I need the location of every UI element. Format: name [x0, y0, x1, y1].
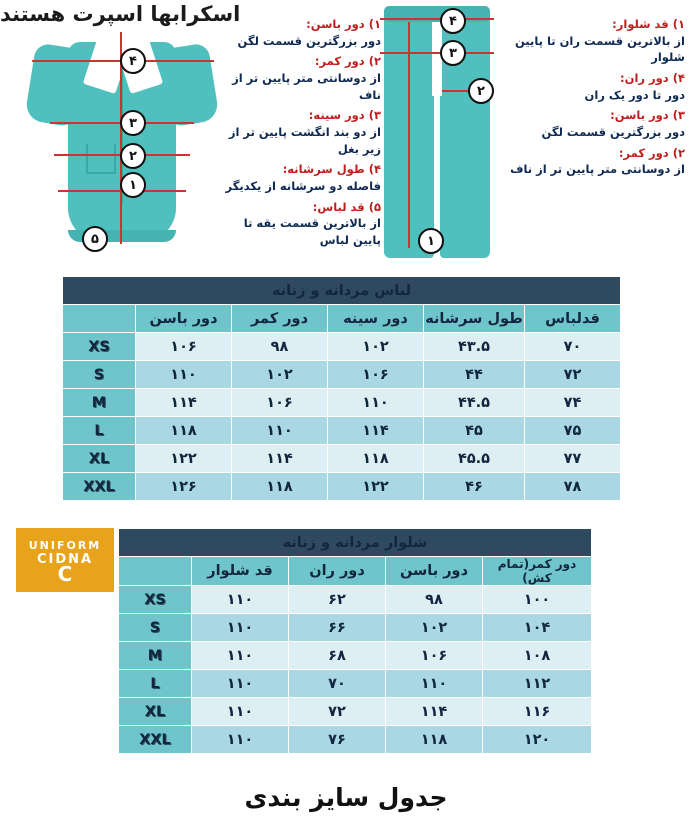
cell: ۱۱۸: [328, 445, 424, 473]
cell: ۱۱۶: [483, 698, 592, 726]
table-title-row: [63, 277, 621, 305]
cell: ۷۵: [525, 417, 621, 445]
shirt-legend: [221, 16, 381, 253]
legend-desc: از دو بند انگشت پایین تر از زیر بغل: [228, 125, 381, 156]
pants-marker-3: ۳: [440, 40, 466, 66]
legend-desc: دور بزرگترین قسمت لگن: [541, 125, 685, 140]
legend-item: [221, 199, 381, 249]
col-header-waist: دور کمر: [232, 305, 328, 333]
legend-item: [221, 161, 381, 194]
cell: ۱۱۰: [192, 614, 289, 642]
cell: ۱۰۸: [483, 642, 592, 670]
shirt-pocket: [86, 144, 116, 174]
cell: ۱۱۴: [386, 698, 483, 726]
cell: ۱۰۴: [483, 614, 592, 642]
cell: ۷۶: [289, 726, 386, 754]
cell: ۱۲۲: [328, 473, 424, 501]
cell: ۱۰۶: [232, 389, 328, 417]
pants-size-table: [118, 528, 592, 754]
legend-item: [221, 16, 381, 49]
pants-legend: [505, 16, 685, 182]
legend-desc: از دوسانتی متر پایین تر از ناف: [510, 162, 685, 177]
legend-desc: فاصله دو سرشانه از یکدیگر: [225, 179, 381, 194]
legend-title: ۴) طول سرشانه:: [282, 162, 381, 177]
cell: ۱۱۰: [192, 698, 289, 726]
legend-title: ۱) قد شلوار:: [612, 17, 685, 31]
table-header-row: [119, 557, 592, 586]
cell: ۱۱۰: [328, 389, 424, 417]
cell: ۷۷: [525, 445, 621, 473]
pants-waist-measure-line: [380, 18, 494, 20]
cell: ۱۱۰: [232, 417, 328, 445]
legend-item: [221, 53, 381, 103]
cell: ۱۲۶: [136, 473, 232, 501]
legend-title: ۵) قد لباس:: [312, 199, 381, 214]
size-label: XL: [63, 445, 136, 473]
col-header-length: قد شلوار: [192, 557, 289, 586]
legend-title: ۲) دور کمر:: [618, 145, 685, 160]
table-row: [119, 642, 592, 670]
brand-logo: [16, 528, 114, 592]
size-label: S: [63, 361, 136, 389]
shirt-marker-5: ۵: [82, 226, 108, 252]
pants-table-title: شلوار مردانه و زنانه: [119, 529, 592, 557]
table-row: [119, 614, 592, 642]
cell: ۱۰۰: [483, 586, 592, 614]
pants-length-measure-line: [408, 22, 410, 248]
cell: ۴۴: [424, 361, 525, 389]
cell: ۶۶: [289, 614, 386, 642]
pants-hip-measure-line: [380, 52, 494, 54]
table-row: [63, 445, 621, 473]
col-header-hip: دور باسن: [136, 305, 232, 333]
cell: ۷۰: [289, 670, 386, 698]
size-label: S: [119, 614, 192, 642]
cell: ۶۸: [289, 642, 386, 670]
table-row: [119, 586, 592, 614]
cell: ۷۲: [289, 698, 386, 726]
cell: ۹۸: [232, 333, 328, 361]
col-header-hip: دور باسن: [386, 557, 483, 586]
pants-marker-1: ۱: [418, 228, 444, 254]
cell: ۱۰۶: [136, 333, 232, 361]
logo-mark-c: C: [57, 562, 73, 586]
size-label: M: [63, 389, 136, 417]
table-row: [119, 726, 592, 754]
shirt-table-title: لباس مردانه و زنانه: [63, 277, 621, 305]
cell: ۷۸: [525, 473, 621, 501]
cell: ۱۰۲: [232, 361, 328, 389]
legend-item: [505, 145, 685, 178]
col-header-size: [119, 557, 192, 586]
cell: ۱۱۰: [192, 726, 289, 754]
cell: ۴۶: [424, 473, 525, 501]
cell: ۹۸: [386, 586, 483, 614]
pants-marker-2: ۲: [468, 78, 494, 104]
legend-desc: دور تا دور یک ران: [584, 87, 685, 102]
size-label: XXL: [119, 726, 192, 754]
cell: ۱۰۲: [386, 614, 483, 642]
cell: ۴۴.۵: [424, 389, 525, 417]
shirt-size-table-wrap: [62, 276, 621, 501]
size-label: M: [119, 642, 192, 670]
table-row: [63, 473, 621, 501]
legend-title: ۳) دور سینه:: [308, 108, 381, 123]
legend-desc: از بالاترین قسمت ران تا پایین شلوار: [514, 33, 685, 65]
table-row: [119, 698, 592, 726]
cell: ۴۳.۵: [424, 333, 525, 361]
cell: ۱۱۴: [232, 445, 328, 473]
cell: ۶۲: [289, 586, 386, 614]
cell: ۱۱۴: [136, 389, 232, 417]
cell: ۴۵: [424, 417, 525, 445]
size-label: XXL: [63, 473, 136, 501]
table-row: [63, 333, 621, 361]
cell: ۴۵.۵: [424, 445, 525, 473]
legend-title: ۱) دور باسن:: [306, 17, 381, 31]
cell: ۷۴: [525, 389, 621, 417]
table-row: [119, 670, 592, 698]
pants-illustration: [380, 6, 500, 262]
legend-item: [505, 70, 685, 103]
logo-line-cidna: CIDNA: [36, 552, 94, 567]
legend-desc: دور بزرگترین قسمت لگن: [237, 33, 381, 48]
cell: ۱۱۴: [328, 417, 424, 445]
legend-title: ۲) دور کمر:: [314, 54, 381, 69]
legend-item: [505, 16, 685, 66]
cell: ۷۲: [525, 361, 621, 389]
size-label: XL: [119, 698, 192, 726]
cell: ۷۰: [525, 333, 621, 361]
shirt-marker-3: ۳: [120, 110, 146, 136]
cell: ۱۱۸: [232, 473, 328, 501]
col-header-length: قدلباس: [525, 305, 621, 333]
table-row: [63, 417, 621, 445]
table-row: [63, 361, 621, 389]
legend-title: ۳) دور باسن:: [610, 108, 685, 123]
col-header-thigh: دور ران: [289, 557, 386, 586]
size-label: L: [63, 417, 136, 445]
table-title-row: [119, 529, 592, 557]
cell: ۱۰۶: [386, 642, 483, 670]
legend-desc: از بالاترین قسمت یقه تا پایین لباس: [243, 216, 381, 248]
legend-item: [505, 107, 685, 140]
page-headline: اسکرابها اسپرت هستند: [0, 2, 241, 26]
shirt-marker-4: ۴: [120, 48, 146, 74]
shirt-marker-2: ۲: [120, 143, 146, 169]
size-label: XS: [119, 586, 192, 614]
cell: ۱۲۲: [136, 445, 232, 473]
cell: ۱۱۰: [192, 642, 289, 670]
footer-caption: جدول سایز بندی: [244, 783, 448, 812]
shirt-size-table: [62, 276, 621, 501]
pants-size-table-wrap: [118, 528, 592, 754]
table-row: [63, 389, 621, 417]
size-label: L: [119, 670, 192, 698]
col-header-size: [63, 305, 136, 333]
cell: ۱۱۰: [192, 586, 289, 614]
cell: ۱۱۸: [386, 726, 483, 754]
legend-title: ۴) دور ران:: [620, 71, 685, 86]
cell: ۱۰۶: [328, 361, 424, 389]
table-header-row: [63, 305, 621, 333]
illustration-area: [0, 0, 692, 272]
pants-marker-4: ۴: [440, 8, 466, 34]
col-header-waist-elastic: دور کمر(تمام کش): [483, 557, 592, 586]
cell: ۱۱۰: [386, 670, 483, 698]
legend-desc: از دوسانتی متر پایین تر از ناف: [232, 71, 381, 102]
cell: ۱۱۰: [192, 670, 289, 698]
logo-line-uniform: UNIFORM: [28, 539, 102, 552]
cell: ۱۰۲: [328, 333, 424, 361]
col-header-shoulder: طول سرشانه: [424, 305, 525, 333]
cell: ۱۱۰: [136, 361, 232, 389]
shirt-marker-1: ۱: [120, 172, 146, 198]
legend-item: [221, 107, 381, 157]
size-label: XS: [63, 333, 136, 361]
cell: ۱۱۲: [483, 670, 592, 698]
cell: ۱۱۸: [136, 417, 232, 445]
col-header-chest: دور سینه: [328, 305, 424, 333]
cell: ۱۲۰: [483, 726, 592, 754]
